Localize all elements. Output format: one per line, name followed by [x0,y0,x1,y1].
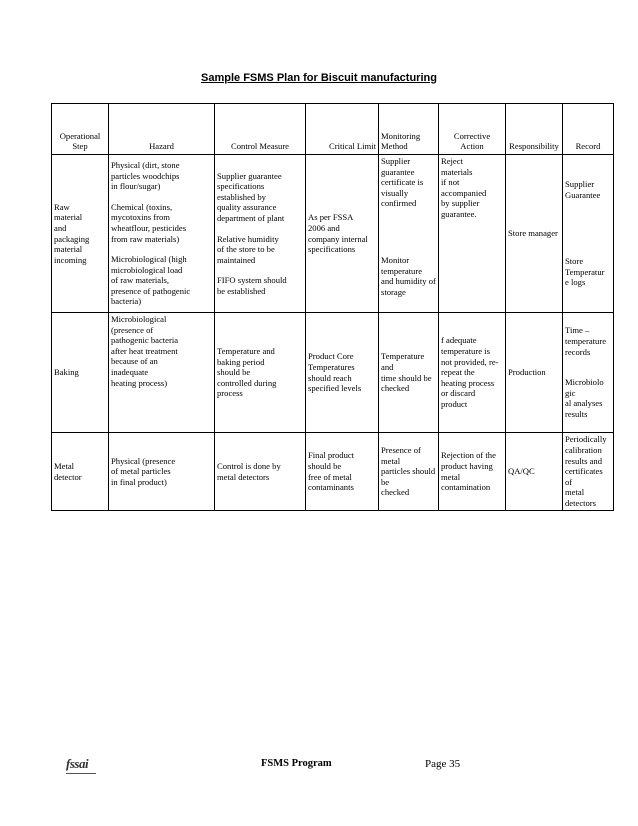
cell-corrective-action: Rejection of the product having metal contamination [439,433,506,511]
header-hazard: Hazard [109,104,215,155]
record-microbiological: Microbiolo gic al analyses results [565,377,604,419]
header-monitoring-method: Monitoring Method [379,104,439,155]
cell-record [563,313,614,433]
cell-control-measure: Temperature and baking period should be controlled during process [215,313,306,433]
record-supplier-guarantee: Supplier Guarantee [565,179,601,200]
hazard-chemical: Chemical (toxins, mycotoxins from wheatflour, pesticides from raw materials) [111,201,187,244]
header-operational-step: Operational Step [52,104,109,155]
cell-control-measure [215,155,306,313]
hazard-physical: Physical (dirt, stone particles woodchips in flour/sugar) [111,159,180,192]
header-responsibility: Responsibility [506,104,563,155]
control-supplier-guarantee: Supplier guarantee specifications established by quality assurance department of plant [217,170,285,223]
monitoring-storage: Monitor temperature and humidity of storage [381,254,436,297]
header-corrective-action: Corrective Action [439,104,506,155]
cell-responsibility: Store manager [506,155,563,313]
cell-critical-limit: Final product should be free of metal contaminants [306,433,379,511]
control-humidity: Relative humidity of the store to be maintained [217,233,279,265]
record-temperature-logs: Store Temperatur e logs [565,256,605,288]
cell-monitoring-method: Presence of metal particles should be checked [379,433,439,511]
table-header-row [52,104,614,155]
cell-hazard [109,155,215,313]
cell-monitoring-method: Temperature and time should be checked [379,313,439,433]
cell-step: Baking [52,313,109,433]
control-fifo: FIFO system should be established [217,275,287,296]
record-time-temperature: Time – temperature records [565,325,607,357]
cell-responsibility: Production [506,313,563,433]
table-row [52,433,614,511]
footer-program: FSMS Program [261,758,332,769]
fsms-plan-table [51,103,614,511]
table-row [52,155,614,313]
header-control-measure: Control Measure [215,104,306,155]
cell-record [563,155,614,313]
fssai-logo: fssai [66,756,96,774]
table-row [52,313,614,433]
cell-control-measure: Control is done by metal detectors [215,433,306,511]
cell-corrective-action: f adequate temperature is not provided, re- repeat the heating process or discard product [439,313,506,433]
page-number: Page 35 [425,758,461,770]
cell-step: Metal detector [52,433,109,511]
cell-step: Raw material and packaging material incoming [52,155,109,313]
cell-record: Periodically calibration results and certificates of metal detectors [563,433,614,511]
cell-critical-limit: As per FSSA 2006 and company internal specifications [306,155,379,313]
hazard-microbiological: Microbiological (high microbiological load of raw materials, presence of pathogenic bacteria) [111,254,191,307]
page-title: Sample FSMS Plan for Biscuit manufacturing [201,72,437,84]
cell-corrective-action: Reject materials if not accompanied by supplier guarantee. [439,155,506,313]
cell-hazard: Microbiological (presence of pathogenic bacteria after heat treatment because of an inadequate heating process) [109,313,215,433]
cell-monitoring-method [379,155,439,313]
header-record: Record [563,104,614,155]
cell-critical-limit: Product Core Temperatures should reach specified levels [306,313,379,433]
header-critical-limit: Critical Limit [306,104,379,155]
monitoring-certificate: Supplier guarantee certificate is visually confirmed [381,156,424,209]
cell-responsibility: QA/QC [506,433,563,511]
page-footer [0,756,638,776]
cell-hazard: Physical (presence of metal particles in final product) [109,433,215,511]
